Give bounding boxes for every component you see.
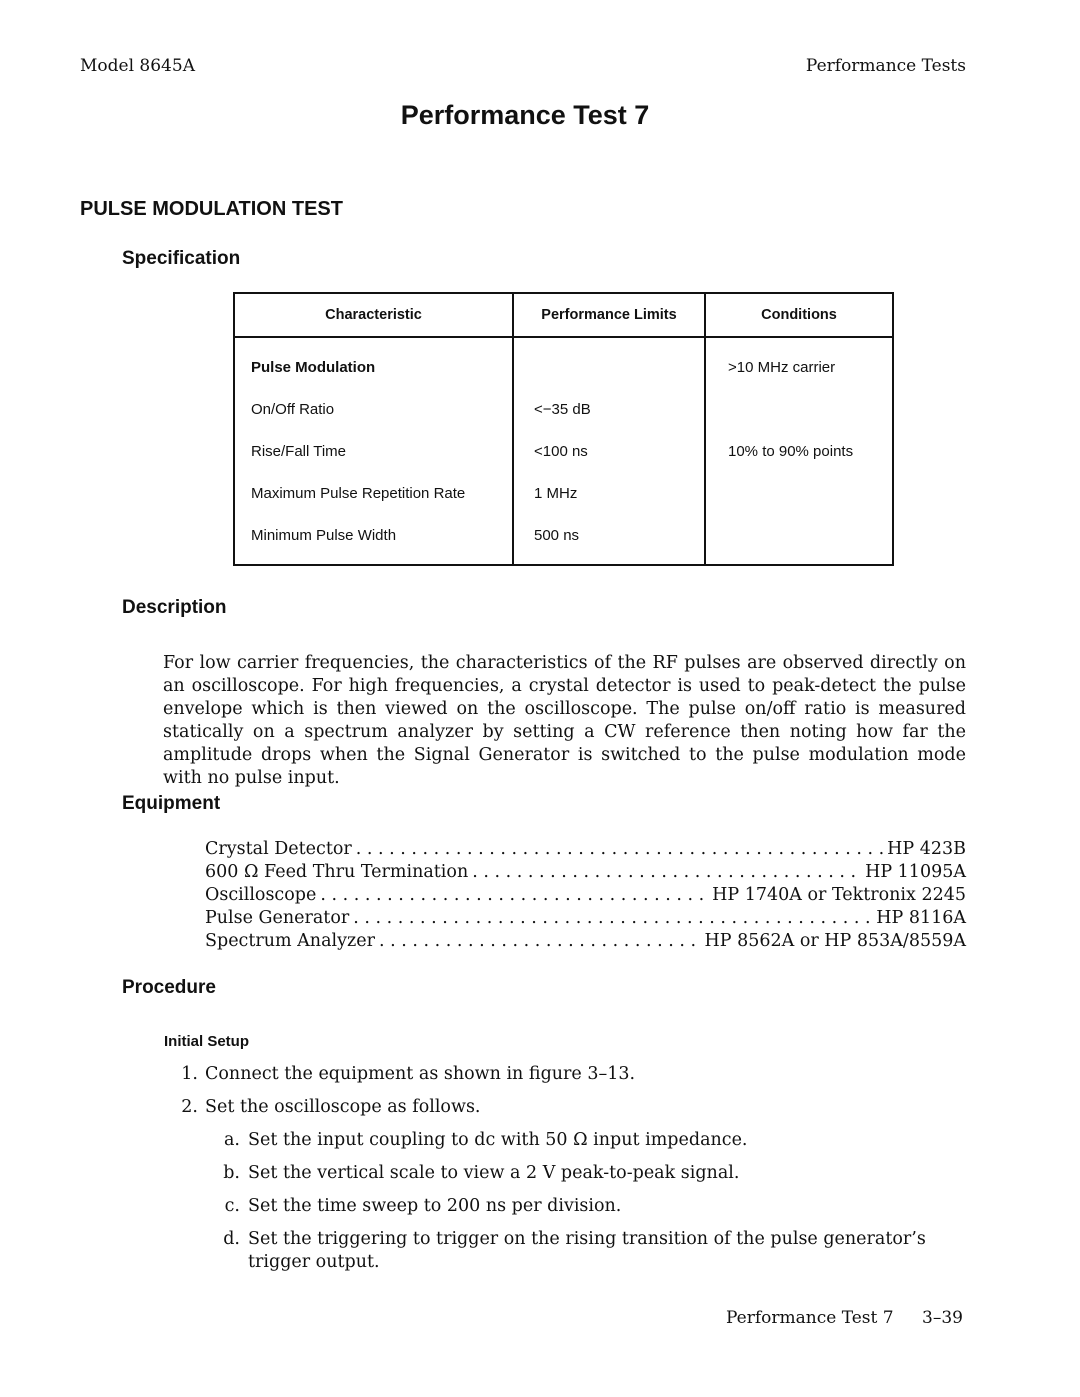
step-number: 2. [181,1097,198,1117]
procedure-heading: Procedure [122,977,216,998]
specification-heading: Specification [122,248,241,269]
equipment-name: 600 Ω Feed Thru Termination [205,862,469,882]
table-cell: Pulse Modulation [234,337,513,388]
table-row [234,430,893,472]
list-item [205,907,966,930]
equipment-name: Crystal Detector [205,839,352,859]
step-number: 1. [181,1064,198,1084]
substep-letter: a. [224,1130,240,1150]
table-cell [705,388,893,430]
table-row [234,514,893,565]
substep-letter: c. [224,1196,240,1216]
table-header-row [234,293,893,337]
table-cell: Minimum Pulse Width [234,514,513,565]
list-item [205,861,966,884]
dot-leader [320,884,708,907]
equipment-model: HP 8562A or HP 853A/8559A [704,931,966,951]
table-cell [705,514,893,565]
table-cell: Rise/Fall Time [234,430,513,472]
substep-letter: b. [223,1163,240,1183]
column-header: Conditions [705,293,893,337]
header-model: Model 8645A [80,56,195,76]
substep-text: Set the vertical scale to view a 2 V peak-to-peak signal. [248,1163,740,1183]
description-text: For low carrier frequencies, the characteristics of the RF pulses are observed directly on an oscilloscope. For high frequencies, a crystal detector is used to peak-detect the pulse envelope which is then viewed on the oscilloscope. The pulse on/off ratio is measured statically on a spectrum analyzer by setting a CW reference then noting how far the amplitude drops when the Signal Generator is switched to the pulse modulation mode with no pulse input. [163,653,966,788]
table-cell [513,337,705,388]
equipment-model: HP 423B [887,839,966,859]
equipment-model: HP 8116A [876,908,966,928]
page-number: 3–39 [922,1308,963,1328]
step-text: Set the oscilloscope as follows. [205,1097,481,1117]
table-row [234,472,893,514]
dot-leader [356,838,883,861]
description-heading: Description [122,597,227,618]
list-item [205,884,966,907]
substep-text: Set the input coupling to dc with 50 Ω input impedance. [248,1130,748,1150]
dot-leader [379,930,701,953]
table-cell: <−35 dB [513,388,705,430]
equipment-model: HP 11095A [865,862,966,882]
table-cell: <100 ns [513,430,705,472]
table-cell: Maximum Pulse Repetition Rate [234,472,513,514]
list-item [205,838,966,861]
initial-setup-heading: Initial Setup [164,1033,250,1050]
table-cell: 500 ns [513,514,705,565]
substep-letter: d. [223,1229,240,1249]
header-section: Performance Tests [805,56,966,76]
table-cell: 1 MHz [513,472,705,514]
equipment-list [205,838,966,953]
equipment-model: HP 1740A or Tektronix 2245 [712,885,966,905]
table-row [234,388,893,430]
table-cell: >10 MHz carrier [728,358,836,376]
page-title: Performance Test 7 [400,100,650,130]
substep-text: Set the triggering to trigger on the rising transition of the pulse generator’s trigger output. [248,1229,926,1272]
dot-leader [353,907,872,930]
equipment-heading: Equipment [122,793,221,814]
equipment-name: Pulse Generator [205,908,350,928]
table-cell: 10% to 90% points [728,442,854,460]
column-header: Characteristic [234,293,513,337]
specification-table [233,292,894,566]
dot-leader [472,861,861,884]
table-cell [705,472,893,514]
footer-label: Performance Test 7 [726,1308,894,1328]
table-row [234,337,893,388]
equipment-name: Oscilloscope [205,885,317,905]
column-header: Performance Limits [513,293,705,337]
table-cell: On/Off Ratio [234,388,513,430]
list-item [205,930,966,953]
step-text: Connect the equipment as shown in figure 3–13. [205,1064,636,1084]
substep-text: Set the time sweep to 200 ns per division. [248,1196,622,1216]
equipment-name: Spectrum Analyzer [205,931,375,951]
section-title: PULSE MODULATION TEST [80,198,343,220]
